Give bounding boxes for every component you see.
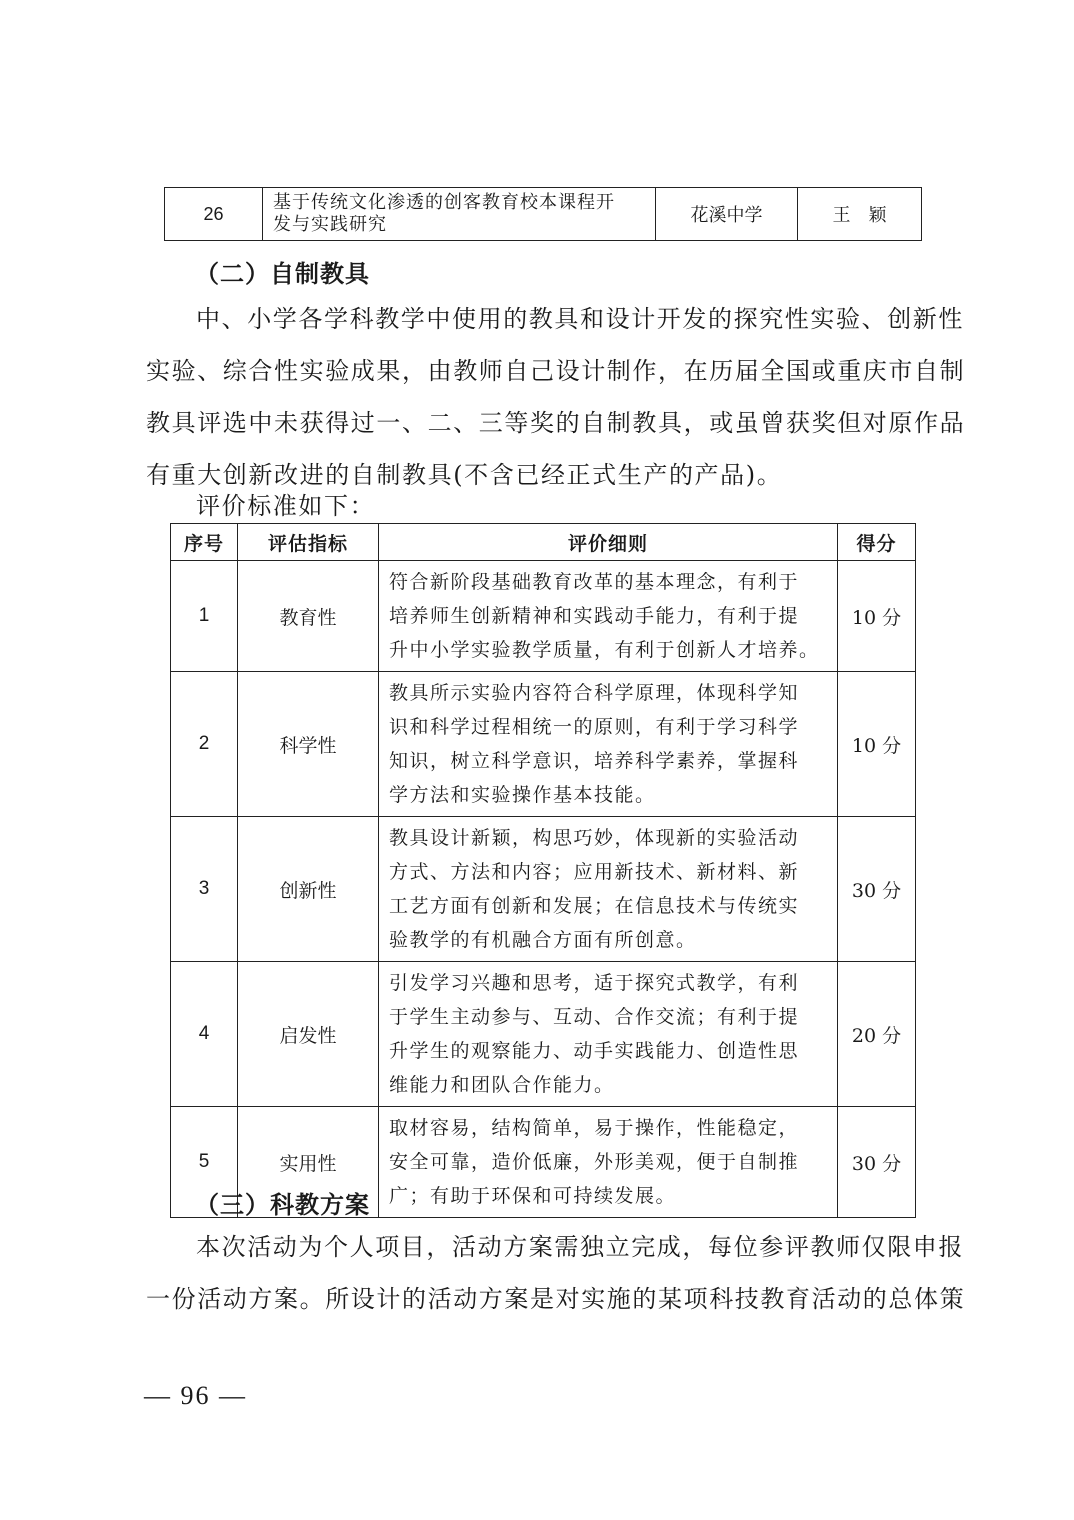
school-cell: 花溪中学 (656, 188, 798, 241)
row-detail (379, 962, 838, 1107)
row-indicator: 创新性 (238, 817, 379, 962)
detail-line: 安全可靠，造价低廉，外形美观，便于自制推 (389, 1151, 800, 1173)
page-number: — 96 — (144, 1381, 247, 1410)
header-detail: 评价细则 (379, 524, 838, 561)
project-title-line: 基于传统文化渗透的创客教育校本课程开 (273, 192, 615, 213)
row-number: 4 (171, 962, 238, 1107)
paragraph-line: 实验、综合性实验成果，由教师自己设计制作，在历届全国或重庆市自制 (146, 357, 966, 385)
table-row (171, 561, 916, 672)
row-score: 30 分 (838, 817, 916, 962)
detail-line: 学方法和实验操作基本技能。 (389, 784, 656, 806)
section2-paragraph (146, 293, 966, 501)
paragraph-line: 中、小学各学科教学中使用的教具和设计开发的探究性实验、创新性 (196, 305, 964, 333)
paragraph-line: 一份活动方案。所设计的活动方案是对实施的某项科技教育活动的总体策 (146, 1285, 966, 1313)
row-indicator: 教育性 (238, 561, 379, 672)
detail-line: 识和科学过程相统一的原则，有利于学习科学 (389, 716, 800, 738)
detail-line: 维能力和团队合作能力。 (389, 1074, 615, 1096)
table-row (171, 962, 916, 1107)
detail-line: 教具所示实验内容符合科学原理，体现科学知 (389, 682, 800, 704)
row-detail (379, 1107, 838, 1218)
row-indicator: 实用性 (238, 1107, 379, 1218)
row-number: 2 (171, 672, 238, 817)
project-title-cell (263, 188, 656, 241)
paragraph-line: 有重大创新改进的自制教具(不含已经正式生产的产品)。 (146, 461, 783, 489)
row-number: 3 (171, 817, 238, 962)
detail-line: 升学生的观察能力、动手实践能力、创造性思 (389, 1040, 800, 1062)
row-number: 1 (171, 561, 238, 672)
table-header-row (171, 524, 916, 561)
evaluation-criteria-table (170, 523, 916, 1218)
detail-line: 符合新阶段基础教育改革的基本理念，有利于 (389, 571, 800, 593)
criteria-intro: 评价标准如下： (196, 492, 376, 520)
detail-line: 于学生主动参与、互动、合作交流；有利于提 (389, 1006, 800, 1028)
header-indicator: 评估指标 (238, 524, 379, 561)
detail-line: 引发学习兴趣和思考，适于探究式教学，有利 (389, 972, 800, 994)
row-number-cell: 26 (165, 188, 263, 241)
row-score: 10 分 (838, 561, 916, 672)
paragraph-line: 教具评选中未获得过一、二、三等奖的自制教具，或虽曾获奖但对原作品 (146, 409, 966, 437)
detail-line: 教具设计新颖，构思巧妙，体现新的实验活动 (389, 827, 800, 849)
row-detail (379, 561, 838, 672)
row-indicator: 科学性 (238, 672, 379, 817)
projects-table-continued (164, 187, 922, 241)
detail-line: 升中小学实验教学质量，有利于创新人才培养。 (389, 639, 820, 661)
table-row (171, 672, 916, 817)
row-number: 5 (171, 1107, 238, 1218)
person-cell: 王 颖 (798, 188, 922, 241)
detail-line: 培养师生创新精神和实践动手能力，有利于提 (389, 605, 800, 627)
table-row (165, 188, 922, 241)
detail-line: 验教学的有机融合方面有所创意。 (389, 929, 697, 951)
row-score: 30 分 (838, 1107, 916, 1218)
project-title-line: 发与实践研究 (273, 214, 387, 235)
header-score: 得分 (838, 524, 916, 561)
detail-line: 取材容易，结构简单，易于操作，性能稳定， (389, 1117, 800, 1139)
section-heading-science-education-plan: （三）科教方案 (195, 1190, 370, 1219)
header-number: 序号 (171, 524, 238, 561)
row-detail (379, 672, 838, 817)
row-indicator: 启发性 (238, 962, 379, 1107)
section-heading-self-made-teaching-aids: （二）自制教具 (195, 259, 370, 288)
row-detail (379, 817, 838, 962)
detail-line: 广；有助于环保和可持续发展。 (389, 1185, 677, 1207)
paragraph-line: 本次活动为个人项目，活动方案需独立完成，每位参评教师仅限申报 (196, 1233, 964, 1261)
detail-line: 方式、方法和内容；应用新技术、新材料、新 (389, 861, 800, 883)
detail-line: 工艺方面有创新和发展；在信息技术与传统实 (389, 895, 800, 917)
row-score: 20 分 (838, 962, 916, 1107)
table-row (171, 817, 916, 962)
detail-line: 知识，树立科学意识，培养科学素养，掌握科 (389, 750, 800, 772)
row-score: 10 分 (838, 672, 916, 817)
section3-paragraph (146, 1221, 966, 1325)
